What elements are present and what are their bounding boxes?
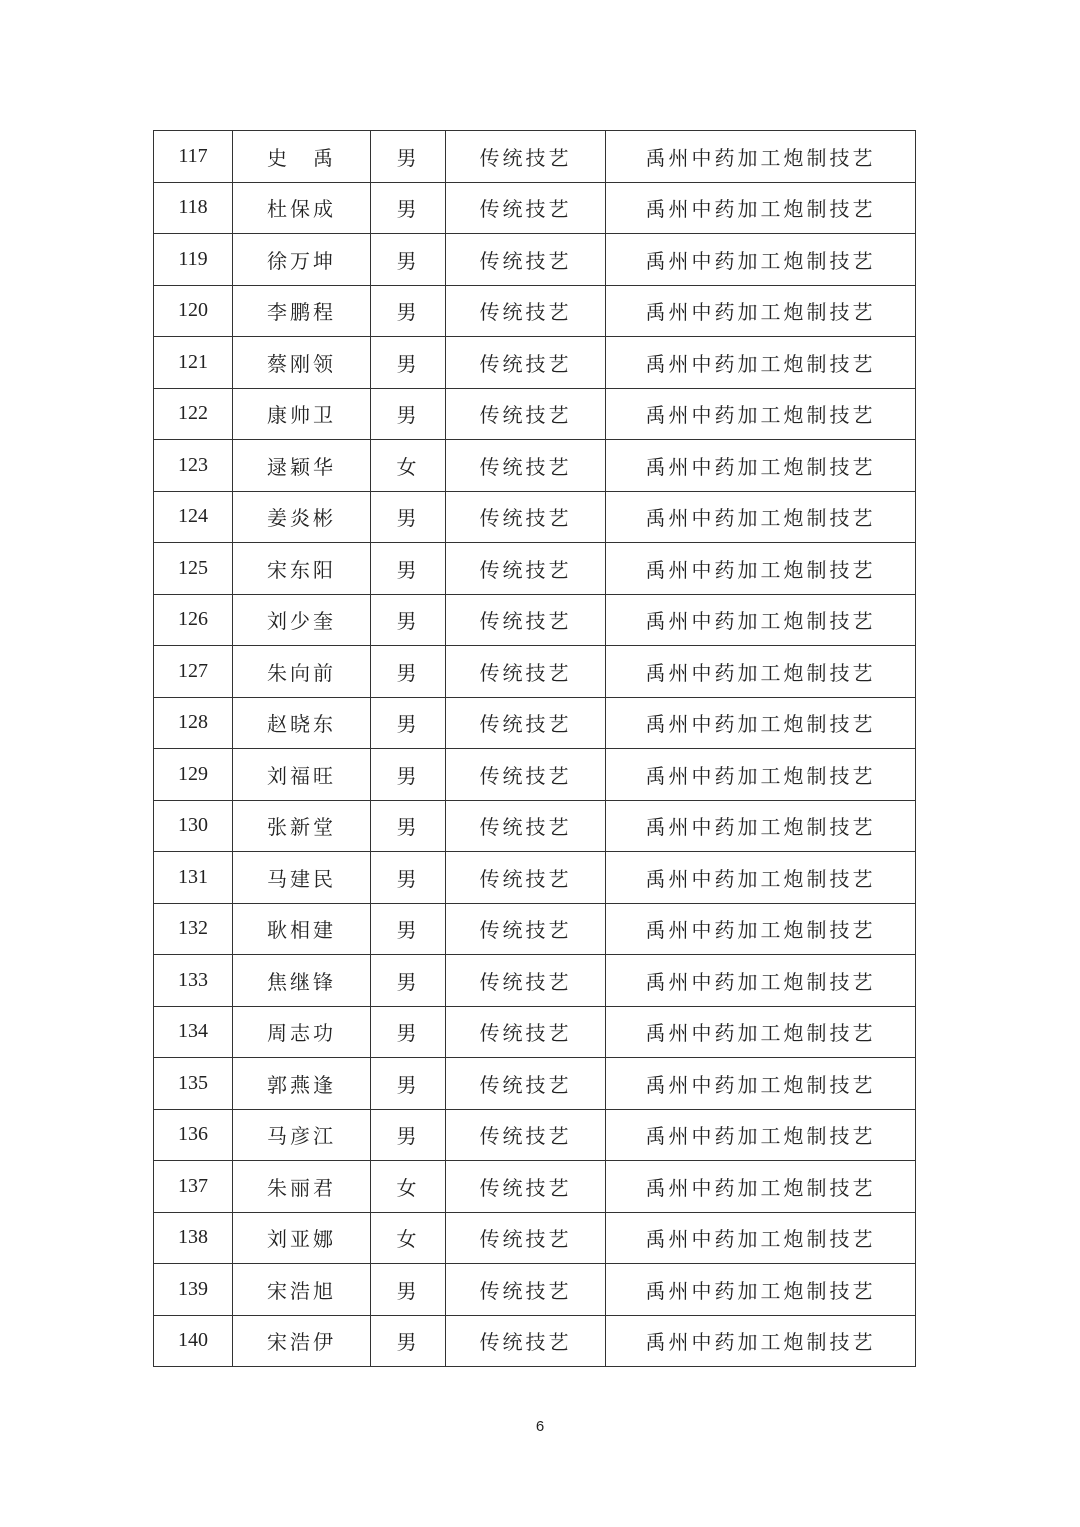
cell-name: 朱丽君: [233, 1161, 371, 1213]
cell-project: 禹州中药加工炮制技艺: [606, 1161, 916, 1213]
cell-project: 禹州中药加工炮制技艺: [606, 1212, 916, 1264]
table-row: [154, 337, 916, 389]
cell-category: 传统技艺: [446, 1212, 606, 1264]
cell-number: 130: [154, 800, 233, 852]
cell-number: 126: [154, 594, 233, 646]
table-row: [154, 1315, 916, 1367]
cell-number: 121: [154, 337, 233, 389]
cell-name: 刘亚娜: [233, 1212, 371, 1264]
cell-number: 132: [154, 903, 233, 955]
cell-name: 逯颖华: [233, 440, 371, 492]
cell-category: 传统技艺: [446, 234, 606, 286]
table-row: [154, 1264, 916, 1316]
cell-project: 禹州中药加工炮制技艺: [606, 594, 916, 646]
table-row: [154, 388, 916, 440]
table-row: [154, 903, 916, 955]
cell-category: 传统技艺: [446, 337, 606, 389]
cell-name: 李鹏程: [233, 285, 371, 337]
cell-name: 姜炎彬: [233, 491, 371, 543]
cell-category: 传统技艺: [446, 182, 606, 234]
cell-category: 传统技艺: [446, 1161, 606, 1213]
cell-category: 传统技艺: [446, 440, 606, 492]
cell-category: 传统技艺: [446, 543, 606, 595]
cell-gender: 男: [371, 852, 446, 904]
cell-name: 张新堂: [233, 800, 371, 852]
cell-category: 传统技艺: [446, 131, 606, 183]
cell-number: 125: [154, 543, 233, 595]
cell-category: 传统技艺: [446, 955, 606, 1007]
cell-project: 禹州中药加工炮制技艺: [606, 388, 916, 440]
cell-gender: 女: [371, 440, 446, 492]
cell-number: 129: [154, 749, 233, 801]
cell-number: 133: [154, 955, 233, 1007]
table-row: [154, 1058, 916, 1110]
cell-name: 赵晓东: [233, 697, 371, 749]
cell-project: 禹州中药加工炮制技艺: [606, 131, 916, 183]
cell-category: 传统技艺: [446, 903, 606, 955]
inheritor-table: [153, 130, 916, 1367]
cell-name: 蔡刚领: [233, 337, 371, 389]
cell-project: 禹州中药加工炮制技艺: [606, 1109, 916, 1161]
cell-name: 徐万坤: [233, 234, 371, 286]
cell-gender: 男: [371, 800, 446, 852]
cell-gender: 男: [371, 543, 446, 595]
cell-category: 传统技艺: [446, 1109, 606, 1161]
cell-project: 禹州中药加工炮制技艺: [606, 903, 916, 955]
cell-gender: 男: [371, 1058, 446, 1110]
cell-number: 119: [154, 234, 233, 286]
cell-number: 127: [154, 646, 233, 698]
cell-number: 134: [154, 1006, 233, 1058]
cell-project: 禹州中药加工炮制技艺: [606, 234, 916, 286]
cell-number: 122: [154, 388, 233, 440]
cell-name: 焦继锋: [233, 955, 371, 1007]
cell-number: 117: [154, 131, 233, 183]
cell-gender: 男: [371, 1006, 446, 1058]
cell-category: 传统技艺: [446, 1058, 606, 1110]
table-row: [154, 646, 916, 698]
cell-name: 郭燕逢: [233, 1058, 371, 1110]
cell-gender: 男: [371, 955, 446, 1007]
cell-project: 禹州中药加工炮制技艺: [606, 1006, 916, 1058]
cell-project: 禹州中药加工炮制技艺: [606, 646, 916, 698]
cell-gender: 男: [371, 646, 446, 698]
cell-category: 传统技艺: [446, 285, 606, 337]
cell-gender: 男: [371, 1109, 446, 1161]
cell-project: 禹州中药加工炮制技艺: [606, 697, 916, 749]
table-row: [154, 697, 916, 749]
table-row: [154, 543, 916, 595]
cell-gender: 女: [371, 1161, 446, 1213]
table-row: [154, 440, 916, 492]
table-row: [154, 285, 916, 337]
table-row: [154, 234, 916, 286]
table-row: [154, 1161, 916, 1213]
cell-name: 马建民: [233, 852, 371, 904]
table-row: [154, 1006, 916, 1058]
cell-gender: 女: [371, 1212, 446, 1264]
cell-gender: 男: [371, 234, 446, 286]
cell-number: 124: [154, 491, 233, 543]
cell-number: 136: [154, 1109, 233, 1161]
table-body: [154, 131, 916, 1367]
cell-number: 123: [154, 440, 233, 492]
cell-category: 传统技艺: [446, 852, 606, 904]
cell-gender: 男: [371, 749, 446, 801]
table-row: [154, 1109, 916, 1161]
table-row: [154, 955, 916, 1007]
cell-category: 传统技艺: [446, 1264, 606, 1316]
table-row: [154, 491, 916, 543]
cell-project: 禹州中药加工炮制技艺: [606, 852, 916, 904]
cell-gender: 男: [371, 697, 446, 749]
cell-number: 137: [154, 1161, 233, 1213]
cell-project: 禹州中药加工炮制技艺: [606, 1315, 916, 1367]
cell-gender: 男: [371, 337, 446, 389]
cell-category: 传统技艺: [446, 646, 606, 698]
cell-category: 传统技艺: [446, 1006, 606, 1058]
cell-name: 杜保成: [233, 182, 371, 234]
cell-name: 朱向前: [233, 646, 371, 698]
cell-category: 传统技艺: [446, 749, 606, 801]
table-row: [154, 1212, 916, 1264]
cell-name: 耿相建: [233, 903, 371, 955]
cell-number: 138: [154, 1212, 233, 1264]
cell-gender: 男: [371, 388, 446, 440]
cell-project: 禹州中药加工炮制技艺: [606, 955, 916, 1007]
cell-number: 128: [154, 697, 233, 749]
table-row: [154, 594, 916, 646]
cell-project: 禹州中药加工炮制技艺: [606, 440, 916, 492]
cell-name: 宋东阳: [233, 543, 371, 595]
cell-gender: 男: [371, 1315, 446, 1367]
table-row: [154, 749, 916, 801]
cell-gender: 男: [371, 491, 446, 543]
cell-project: 禹州中药加工炮制技艺: [606, 749, 916, 801]
cell-number: 135: [154, 1058, 233, 1110]
table-row: [154, 852, 916, 904]
cell-project: 禹州中药加工炮制技艺: [606, 543, 916, 595]
cell-name: 刘少奎: [233, 594, 371, 646]
cell-name: 宋浩旭: [233, 1264, 371, 1316]
cell-project: 禹州中药加工炮制技艺: [606, 491, 916, 543]
cell-project: 禹州中药加工炮制技艺: [606, 1264, 916, 1316]
cell-category: 传统技艺: [446, 388, 606, 440]
cell-number: 131: [154, 852, 233, 904]
cell-name: 马彦江: [233, 1109, 371, 1161]
cell-number: 140: [154, 1315, 233, 1367]
cell-name: 刘福旺: [233, 749, 371, 801]
cell-gender: 男: [371, 182, 446, 234]
cell-category: 传统技艺: [446, 491, 606, 543]
cell-category: 传统技艺: [446, 800, 606, 852]
cell-name: 宋浩伊: [233, 1315, 371, 1367]
cell-number: 120: [154, 285, 233, 337]
cell-project: 禹州中药加工炮制技艺: [606, 1058, 916, 1110]
cell-gender: 男: [371, 285, 446, 337]
cell-gender: 男: [371, 903, 446, 955]
cell-number: 139: [154, 1264, 233, 1316]
cell-name: 周志功: [233, 1006, 371, 1058]
cell-number: 118: [154, 182, 233, 234]
cell-project: 禹州中药加工炮制技艺: [606, 337, 916, 389]
cell-name: 康帅卫: [233, 388, 371, 440]
table-row: [154, 131, 916, 183]
cell-gender: 男: [371, 131, 446, 183]
cell-project: 禹州中药加工炮制技艺: [606, 182, 916, 234]
table-row: [154, 182, 916, 234]
cell-gender: 男: [371, 594, 446, 646]
cell-category: 传统技艺: [446, 594, 606, 646]
page-number: 6: [535, 1418, 545, 1435]
cell-project: 禹州中药加工炮制技艺: [606, 800, 916, 852]
cell-gender: 男: [371, 1264, 446, 1316]
cell-category: 传统技艺: [446, 1315, 606, 1367]
table-row: [154, 800, 916, 852]
cell-name: 史 禹: [233, 131, 371, 183]
cell-project: 禹州中药加工炮制技艺: [606, 285, 916, 337]
cell-category: 传统技艺: [446, 697, 606, 749]
